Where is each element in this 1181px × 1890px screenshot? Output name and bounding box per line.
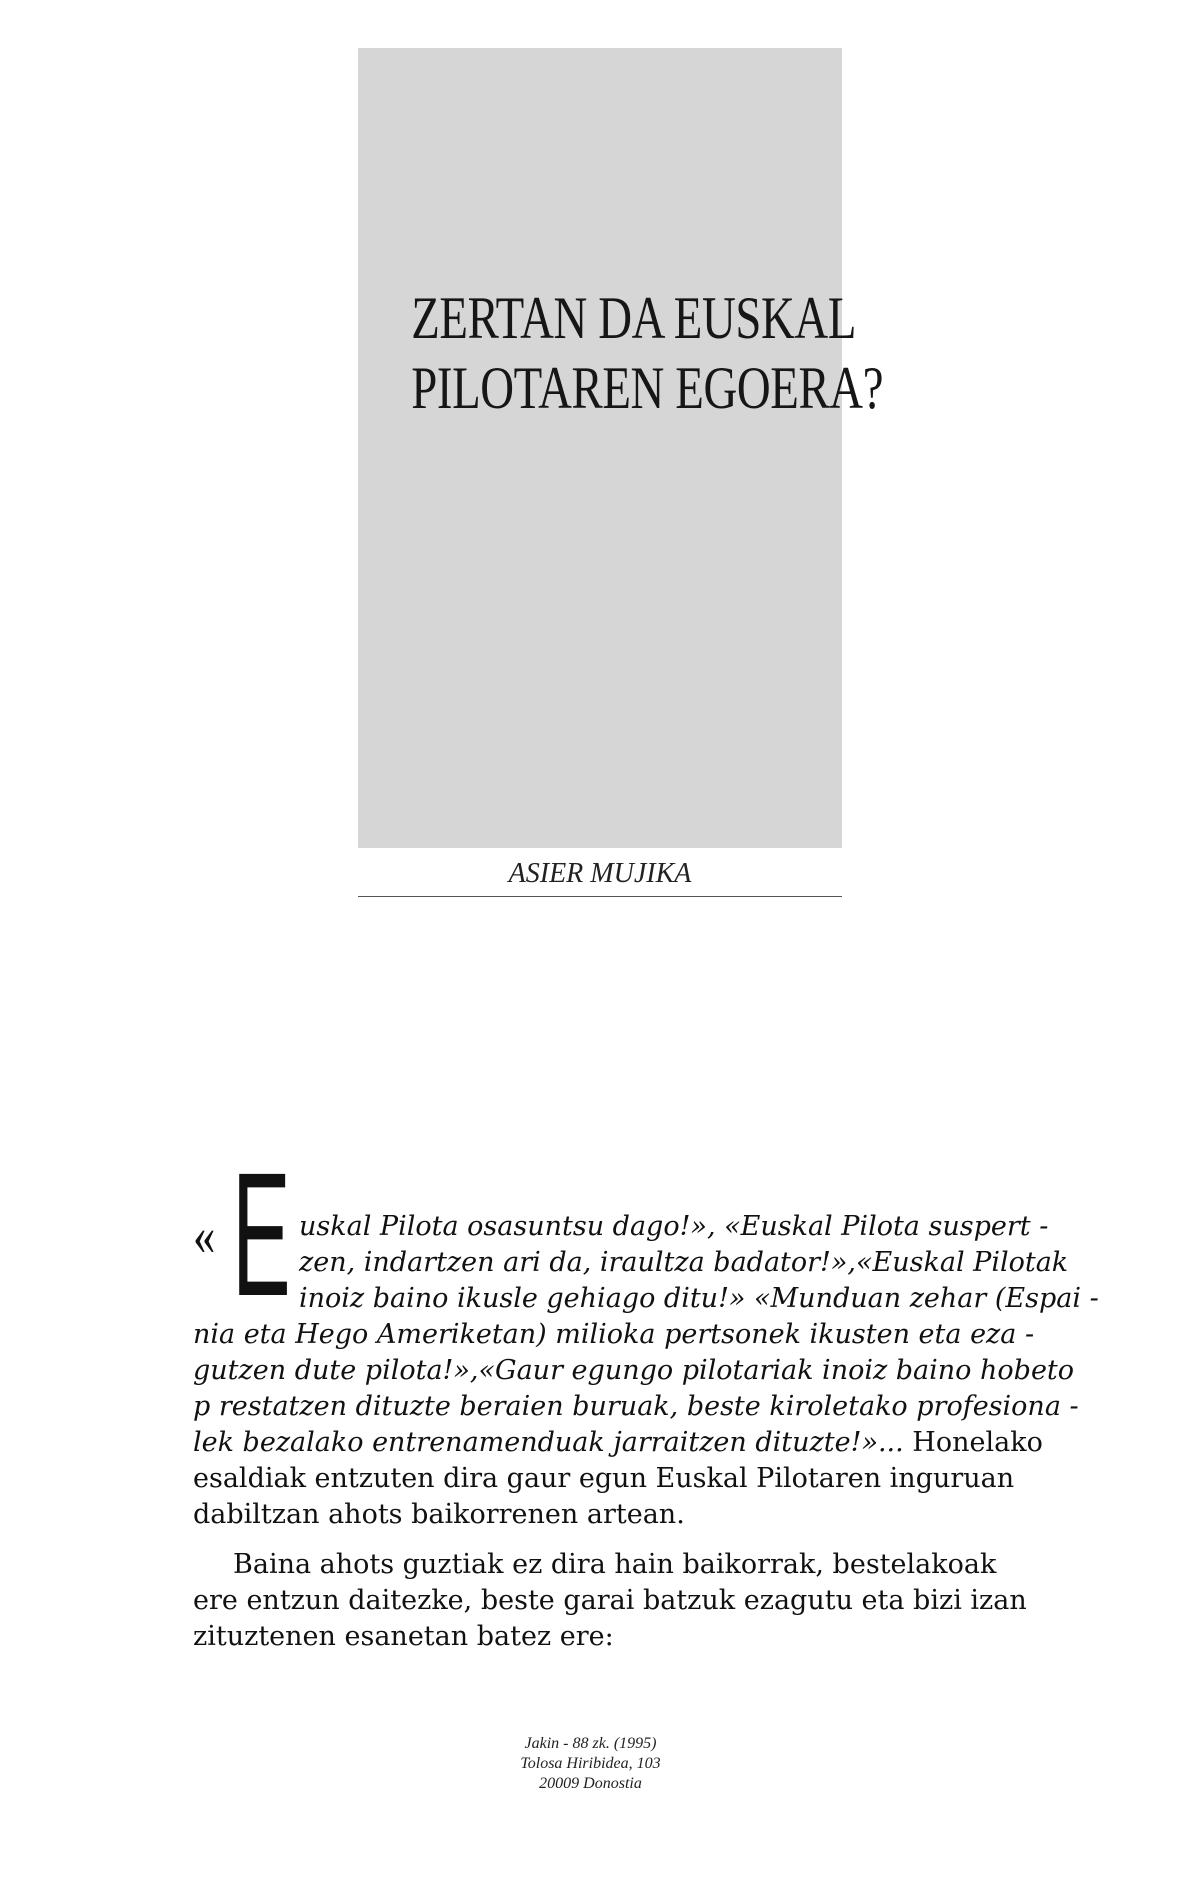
para1-line-7 [193, 1425, 1043, 1461]
dropcap-letter: E [232, 1137, 291, 1333]
author-divider [358, 896, 842, 897]
publication-footer [0, 1734, 1181, 1794]
dropcap-quote-mark: « [193, 1205, 216, 1267]
title-line-1: ZERTAN DA EUSKAL [411, 285, 857, 351]
para1-line-9: dabiltzan ahots baikorrenen artean. [193, 1499, 685, 1530]
article-body [193, 1137, 1099, 1655]
footer-line-3: 20009 Donostia [539, 1775, 642, 1792]
para2-line-3: zituztenen esanetan batez ere: [193, 1621, 614, 1652]
author-name: ASIER MUJIKA [508, 858, 692, 889]
title-block [358, 48, 884, 848]
para1-line-6: p restatzen dituzte beraien buruak, beste kiroletako profesiona - [193, 1391, 1079, 1422]
para2-line-2: ere entzun daitezke, beste garai batzuk ezagutu eta bizi izan [193, 1585, 1027, 1616]
para2-line-1: Baina ahots guztiak ez dira hain baikorrak, bestelakoak [233, 1549, 997, 1580]
para1-line-7-italic: lek bezalako entrenamenduak jarraitzen dituzte!»... [193, 1427, 904, 1458]
footer-line-1: Jakin - 88 zk. (1995) [524, 1735, 657, 1752]
paragraph-1 [193, 1137, 1099, 1533]
para1-line-8: esaldiak entzuten dira gaur egun Euskal Pilotaren inguruan [193, 1463, 1015, 1494]
footer-line-2: Tolosa Hiribidea, 103 [520, 1755, 661, 1772]
article-title [411, 283, 884, 423]
title-line-2: PILOTAREN EGOERA? [411, 355, 884, 422]
para1-line-4: nia eta Hego Ameriketan) milioka pertsonek ikusten eta eza - [193, 1319, 1035, 1350]
para1-line-7-roman: Honelako [903, 1427, 1043, 1458]
para1-line-1: uskal Pilota osasuntsu dago!», «Euskal Pilota suspert - [299, 1211, 1049, 1242]
paragraph-2 [193, 1547, 1031, 1655]
para1-line-3: inoiz baino ikusle gehiago ditu!» «Munduan zehar (Espai - [299, 1283, 1099, 1314]
para1-line-5: gutzen dute pilota!»,«Gaur egungo pilotariak inoiz baino hobeto [193, 1355, 1075, 1386]
para1-line-2: zen, indartzen ari da, iraultza badator!»,«Euskal Pilotak [299, 1247, 1069, 1278]
